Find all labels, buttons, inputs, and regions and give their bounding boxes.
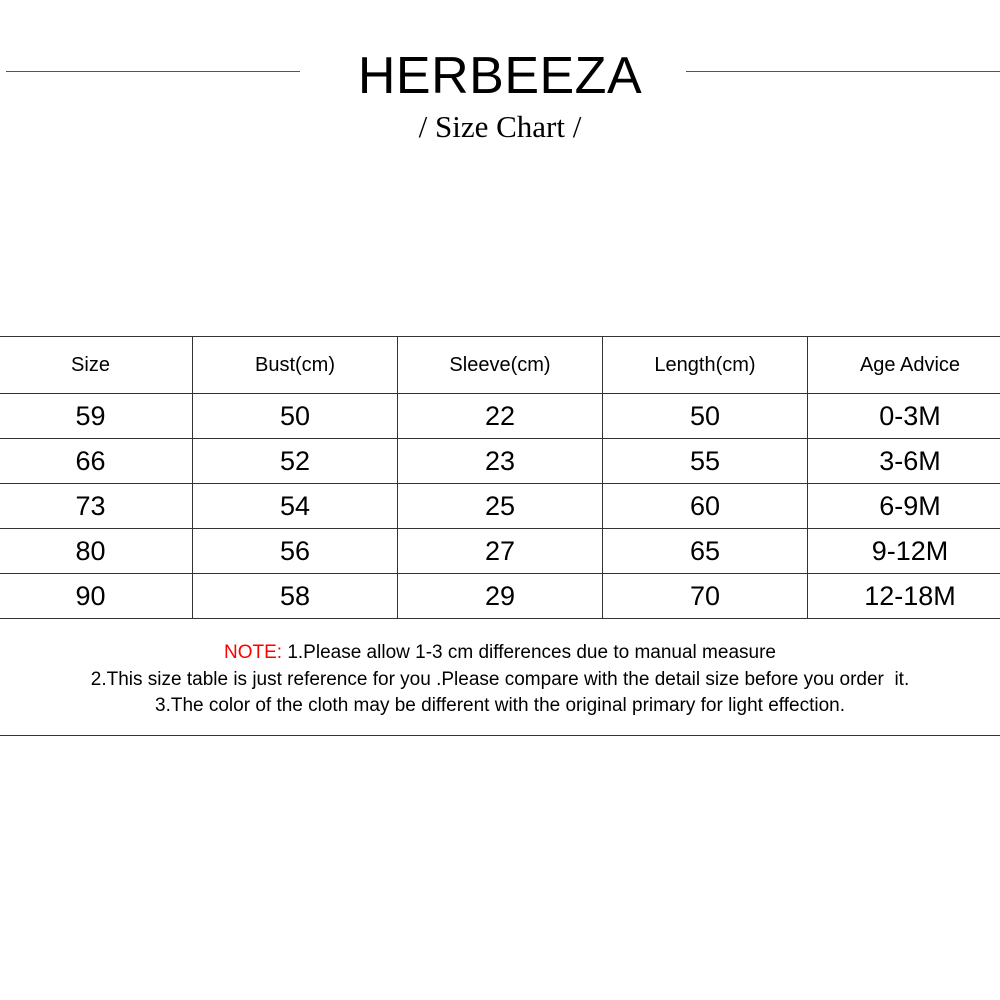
bust-cell: 58: [193, 574, 398, 619]
age-advice-cell: 0-3M: [808, 394, 1000, 439]
sleeve-cell: 27: [398, 529, 603, 574]
table-row: [0, 484, 1000, 529]
size-notes: [0, 640, 1000, 720]
sleeve-cell: 22: [398, 394, 603, 439]
age-advice-cell: 9-12M: [808, 529, 1000, 574]
note-line-2: 2.This size table is just reference for you .Please compare with the detail size before you order it.: [90, 668, 910, 690]
column-header-sleeve: Sleeve(cm): [398, 337, 603, 394]
bust-cell: 56: [193, 529, 398, 574]
note-line-3: 3.The color of the cloth may be different with the original primary for light effection.: [155, 695, 845, 716]
note-line-1: [0, 640, 1000, 667]
table-row: [0, 439, 1000, 484]
column-header-length: Length(cm): [603, 337, 808, 394]
column-header-bust: Bust(cm): [193, 337, 398, 394]
size-cell: 80: [0, 529, 193, 574]
size-cell: 66: [0, 439, 193, 484]
age-advice-cell: 12-18M: [808, 574, 1000, 619]
sleeve-cell: 29: [398, 574, 603, 619]
notes-divider: [0, 735, 1000, 736]
bust-cell: 54: [193, 484, 398, 529]
sleeve-cell: 23: [398, 439, 603, 484]
bust-cell: 52: [193, 439, 398, 484]
size-cell: 90: [0, 574, 193, 619]
table-row: [0, 574, 1000, 619]
size-cell: 59: [0, 394, 193, 439]
table-row: [0, 394, 1000, 439]
size-table: [0, 336, 1000, 619]
length-cell: 70: [603, 574, 808, 619]
table-header-row: [0, 337, 1000, 394]
length-cell: 65: [603, 529, 808, 574]
column-header-age-advice: Age Advice: [808, 337, 1000, 394]
age-advice-cell: 3-6M: [808, 439, 1000, 484]
bust-cell: 50: [193, 394, 398, 439]
sleeve-cell: 25: [398, 484, 603, 529]
table-row: [0, 529, 1000, 574]
brand-title: HERBEEZA: [357, 47, 643, 105]
length-cell: 60: [603, 484, 808, 529]
size-chart-subtitle: / Size Chart /: [418, 109, 582, 144]
note-label: NOTE:: [224, 642, 283, 663]
length-cell: 55: [603, 439, 808, 484]
header-divider-left: [6, 71, 300, 72]
column-header-size: Size: [0, 337, 193, 394]
size-cell: 73: [0, 484, 193, 529]
age-advice-cell: 6-9M: [808, 484, 1000, 529]
length-cell: 50: [603, 394, 808, 439]
header-divider-right: [686, 71, 1000, 72]
note-text-1: 1.Please allow 1-3 cm differences due to manual measure: [282, 642, 776, 663]
